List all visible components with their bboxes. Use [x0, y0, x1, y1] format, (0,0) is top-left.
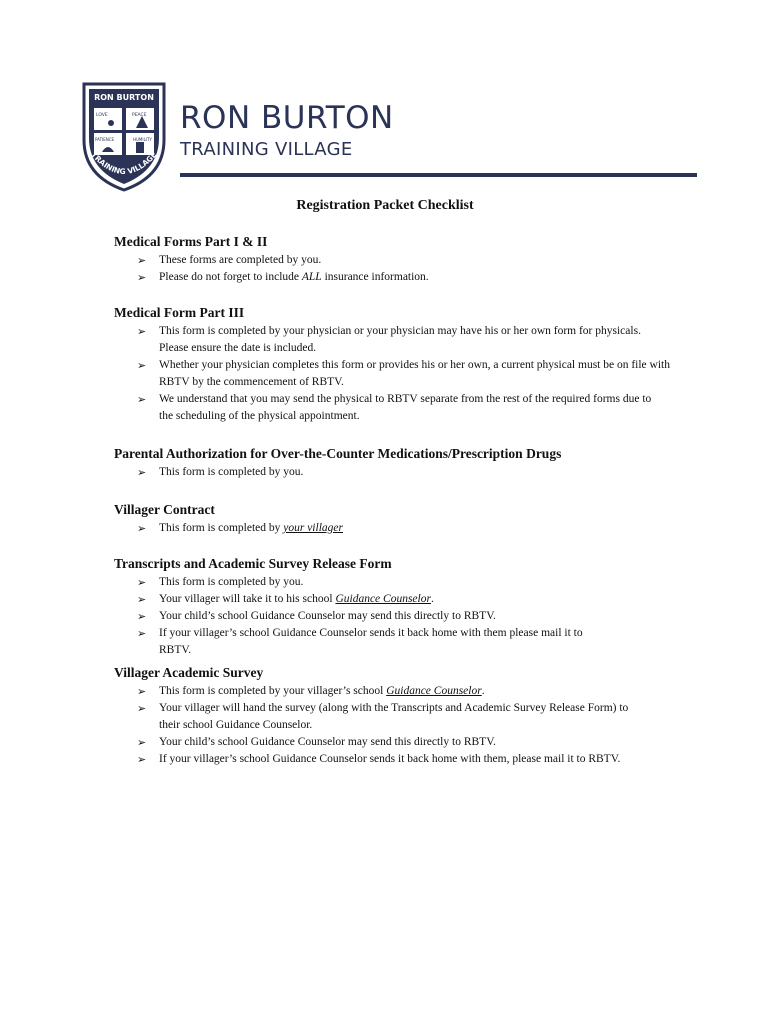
list-item: ➢ This form is completed by you. [137, 466, 304, 479]
emphasis-all: ALL [301, 271, 322, 283]
section-heading: Medical Forms Part I & II [114, 234, 268, 249]
arrow-bullet-icon: ➢ [137, 753, 147, 766]
arrow-bullet-icon: ➢ [137, 522, 147, 535]
section-transcripts-release [114, 556, 714, 659]
arrow-bullet-icon: ➢ [137, 576, 147, 589]
arrow-bullet-icon: ➢ [137, 466, 147, 479]
list-item: ➢ Please do not forget to include ALL insurance information. [137, 271, 429, 284]
document-title: Registration Packet Checklist [296, 198, 474, 213]
arrow-bullet-icon: ➢ [137, 254, 147, 267]
list-item: ➢ These forms are completed by you. [137, 254, 322, 267]
arrow-bullet-icon: ➢ [137, 593, 147, 606]
section-villager-academic-survey [114, 665, 714, 768]
svg-text:PEACE: PEACE [132, 113, 147, 118]
arrow-bullet-icon: ➢ [137, 702, 147, 715]
arrow-bullet-icon: ➢ [137, 325, 147, 338]
checklist [114, 323, 714, 425]
checklist [114, 252, 714, 286]
section-villager-contract [114, 502, 714, 537]
section-heading: Parental Authorization for Over-the-Counter Medications/Prescription Drugs [114, 446, 562, 461]
checklist [114, 520, 714, 537]
list-item: ➢ If your villager’s school Guidance Counselor sends it back home with them, please mail it to RBTV. [137, 753, 621, 766]
section-heading: Villager Contract [114, 502, 215, 517]
arrow-bullet-icon: ➢ [137, 736, 147, 749]
list-item: ➢ Your villager will hand the survey (along with the Transcripts and Academic Survey Release Form) to their school Guidance Counselor. [137, 702, 629, 731]
guidance-counselor-emphasis: Guidance Counselor [335, 593, 431, 605]
section-heading: Medical Form Part III [114, 305, 245, 320]
svg-text:HUMILITY: HUMILITY [133, 137, 152, 142]
section-medical-form-3 [114, 305, 714, 425]
checklist [114, 464, 714, 481]
list-item: ➢ This form is completed by your physician or your physician may have his or her own form for physicals. Please ensure the date is included. [137, 325, 641, 354]
guidance-counselor-emphasis: Guidance Counselor [386, 685, 482, 697]
list-item: ➢ Your child’s school Guidance Counselor may send this directly to RBTV. [137, 736, 496, 749]
crest-logo [78, 80, 170, 192]
arrow-bullet-icon: ➢ [137, 610, 147, 623]
section-medical-forms-1-2 [114, 234, 714, 286]
svg-text:RON BURTON: RON BURTON [94, 93, 154, 102]
list-item: ➢ This form is completed by your villager’s school Guidance Counselor. [137, 685, 485, 698]
list-item: ➢ Your villager will take it to his school Guidance Counselor. [137, 593, 434, 606]
list-item: ➢ This form is completed by you. [137, 576, 304, 589]
header-divider [180, 173, 697, 177]
checklist [114, 683, 714, 768]
your-villager-emphasis: your villager [283, 522, 343, 534]
svg-text:PATIENCE: PATIENCE [95, 137, 115, 142]
list-item: ➢ Whether your physician completes this form or provides his or her own, a current physical must be on file with RBTV by the commencement of RBTV. [137, 359, 670, 388]
arrow-bullet-icon: ➢ [137, 685, 147, 698]
checklist [114, 574, 714, 659]
list-item: ➢ Your child’s school Guidance Counselor may send this directly to RBTV. [137, 610, 496, 623]
section-parental-authorization [114, 446, 714, 481]
list-item: ➢ This form is completed by your villager [137, 522, 343, 535]
list-item: ➢ We understand that you may send the physical to RBTV separate from the rest of the required forms due to the scheduling of the physical appointment. [137, 393, 652, 422]
arrow-bullet-icon: ➢ [137, 271, 147, 284]
letterhead [0, 0, 770, 200]
list-item: ➢ If your villager’s school Guidance Counselor sends it back home with them please mail it to RBTV. [137, 627, 583, 656]
section-heading: Villager Academic Survey [114, 665, 264, 680]
arrow-bullet-icon: ➢ [137, 627, 147, 640]
brand-title: RON BURTON [180, 100, 394, 136]
section-heading: Transcripts and Academic Survey Release Form [114, 556, 392, 571]
svg-text:TRAINING VILLAGE: TRAINING VILLAGE [89, 150, 159, 177]
brand-subtitle: TRAINING VILLAGE [180, 139, 353, 160]
arrow-bullet-icon: ➢ [137, 359, 147, 372]
svg-text:LOVE: LOVE [96, 113, 108, 118]
arrow-bullet-icon: ➢ [137, 393, 147, 406]
